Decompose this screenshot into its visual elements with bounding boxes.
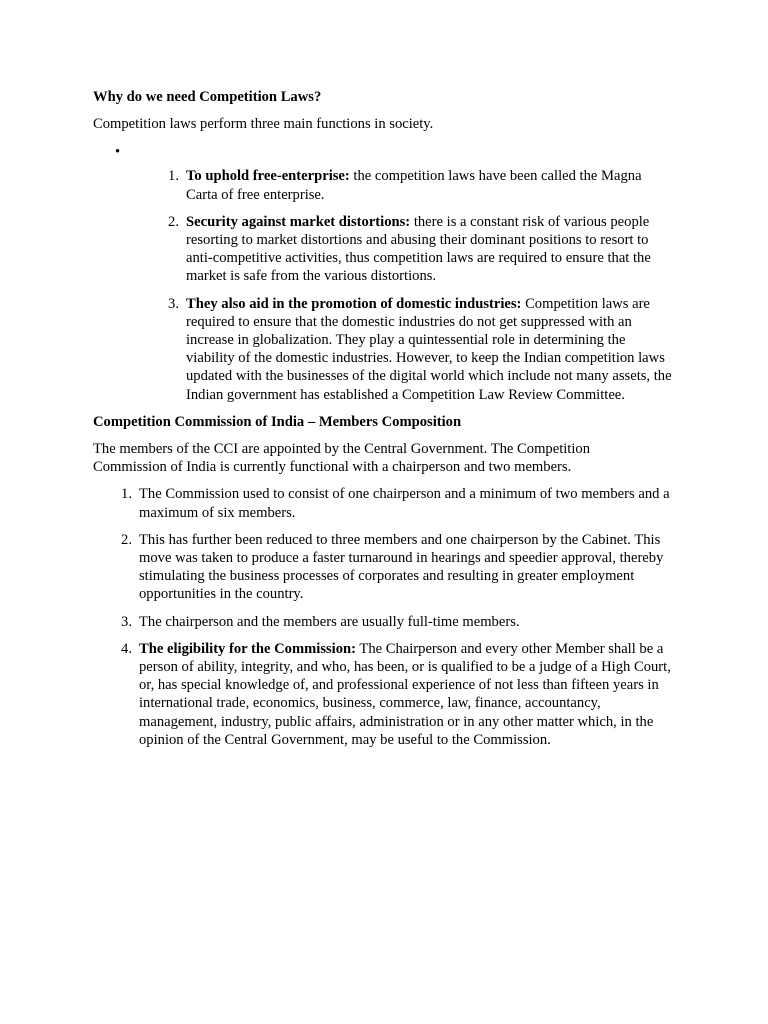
list-item — [168, 213, 676, 286]
list-item-number: 4. — [121, 640, 132, 657]
functions-list — [168, 167, 675, 403]
empty-bullet-item — [93, 143, 675, 161]
list-item-number: 3. — [168, 295, 179, 312]
list-item-text: The chairperson and the members are usually full-time members. — [139, 613, 520, 630]
list-item-number: 1. — [121, 486, 132, 503]
list-item-text: This has further been reduced to three members and one chairperson by the Cabinet. This move was taken to produce a faster turnaround in hearings and speedier approval, thereby stimulating the business processes of corporates and resulting in greater employment opportunities in the country. — [139, 531, 664, 603]
list-item-text: The Chairperson and every other Member shall be a person of ability, integrity, and who, has been, or is qualified to be a judge of a High Court, or, has special knowledge of, and professional experience of not less than fifteen years in international trade, economics, business, commerce, law, finance, accountancy, management, industry, public affairs, administration or in any other matter which, in the opinion of the Central Government, may be useful to the Commission. — [139, 640, 671, 748]
section2-intro: The members of the CCI are appointed by the Central Government. The Competition Commission of India is currently functional with a chairperson and two members. — [93, 441, 591, 476]
members-list — [121, 485, 675, 749]
list-item-number: 2. — [121, 531, 132, 548]
list-item — [121, 485, 675, 521]
list-item-bold-lead: They also aid in the promotion of domestic industries: — [186, 295, 522, 312]
section1-heading: Why do we need Competition Laws? — [93, 89, 322, 105]
section2-heading: Competition Commission of India – Members Composition — [93, 413, 462, 430]
list-item-number: 1. — [168, 168, 179, 185]
list-item-bold-lead: The eligibility for the Commission: — [139, 640, 357, 657]
list-item-number: 2. — [168, 213, 179, 230]
document-page — [93, 88, 675, 758]
list-item-text: there is a constant risk of various people resorting to market distortions and abusing their dominant positions to resort to anti-competitive activities, thus competition laws are required to ensure that the market is safe from the various distortions. — [186, 213, 651, 285]
list-item-number: 3. — [121, 613, 132, 630]
list-item-bold-lead: Security against market distortions: — [186, 213, 411, 230]
list-item-text: Competition laws are required to ensure that the domestic industries do not get suppressed with an increase in globalization. They play a quintessential role in determining the viability of the domestic industries. However, to keep the Indian competition laws updated with the businesses of the digital world which include not many assets, the Indian government has established a Competition Law Review Committee. — [186, 295, 672, 403]
list-item-text: The Commission used to consist of one chairperson and a minimum of two members and a maximum of six members. — [139, 486, 670, 521]
list-item — [121, 640, 675, 749]
list-item-bold-lead: To uphold free-enterprise: — [186, 168, 350, 185]
section1-intro: Competition laws perform three main functions in society. — [93, 116, 434, 133]
list-item — [121, 531, 675, 604]
list-item — [121, 613, 675, 631]
list-item — [168, 167, 676, 203]
list-item — [168, 295, 676, 404]
bullet-marker: • — [115, 144, 121, 161]
list-item-text: the competition laws have been called the Magna Carta of free enterprise. — [186, 168, 642, 203]
